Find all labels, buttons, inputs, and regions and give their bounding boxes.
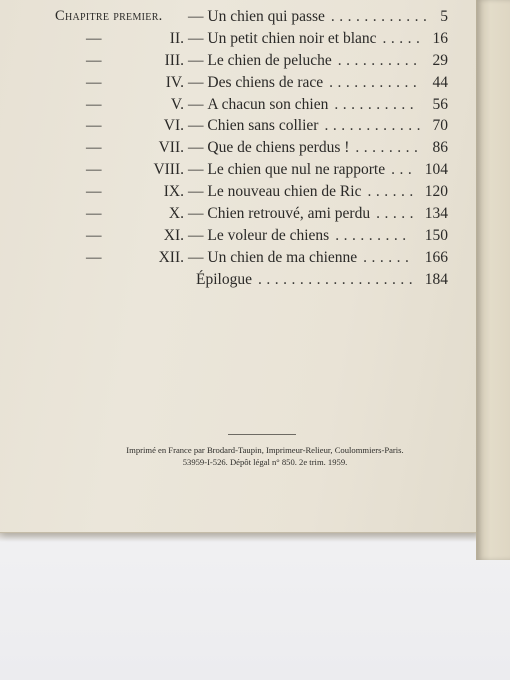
page-number: 134 [424, 205, 448, 223]
title-separator: — [188, 226, 204, 244]
chapter-title: Le chien que nul ne rapporte [207, 161, 386, 179]
chapter-title-group [188, 6, 325, 28]
toc-entry [58, 159, 448, 181]
chapter-title-group [188, 137, 349, 159]
page-number: 120 [424, 183, 448, 201]
chapter-numeral: VI. [163, 117, 184, 135]
page-number: 16 [432, 29, 448, 47]
leader-dots: ........... [329, 73, 422, 91]
chapter-numeral: X. [168, 205, 184, 223]
page-number: 70 [432, 117, 448, 135]
ditto-dash: — [86, 183, 102, 201]
chapter-title: Un chien qui passe [207, 8, 325, 25]
title-separator: — [188, 183, 204, 201]
ditto-dash: — [86, 161, 102, 179]
leader-dots: ... [391, 161, 417, 179]
toc-entry [58, 115, 448, 137]
chapter-title: Des chiens de race [207, 73, 324, 91]
leader-dots: ................... [257, 270, 418, 288]
title-separator: — [188, 161, 204, 179]
toc-entry [58, 50, 448, 72]
leader-dots: .......... [337, 51, 422, 69]
chapter-title: Chien retrouvé, ami perdu [207, 205, 371, 223]
separator-rule [228, 434, 296, 435]
page-number: 56 [432, 95, 448, 113]
page-number: 29 [432, 51, 448, 69]
chapter-numeral: XI. [163, 226, 184, 244]
chapter-title: Épilogue [196, 270, 252, 288]
toc-entry [58, 28, 448, 50]
chapter-title-group [188, 159, 385, 181]
page-number: 86 [432, 139, 448, 157]
leader-dots: .......... [334, 95, 419, 113]
facing-page-edge [476, 0, 510, 560]
chapter-title: Chien sans collier [207, 117, 319, 135]
page-number: 166 [424, 248, 448, 266]
leader-dots: ............ [330, 8, 432, 25]
chapter-title-group [188, 115, 318, 137]
toc-entry [58, 72, 448, 94]
leader-dots: ........ [355, 139, 423, 157]
page-number: 104 [424, 161, 448, 179]
chapter-numeral: XII. [158, 248, 184, 266]
title-separator: — [188, 51, 204, 69]
imprint-line-2: 53959-I-526. Dépôt légal n° 850. 2e trim. 1959. [182, 457, 348, 467]
chapter-numeral: V. [170, 95, 184, 113]
chapter-numeral: IX. [163, 183, 184, 201]
toc-entry [55, 6, 448, 28]
printer-imprint [100, 444, 430, 468]
chapter-numeral: VIII. [153, 161, 184, 179]
imprint-line-1: Imprimé en France par Brodard-Taupin, Imprimeur-Relieur, Coulommiers-Paris. [126, 445, 404, 455]
leader-dots: ......... [335, 226, 411, 244]
chapter-numeral: III. [164, 51, 184, 69]
chapter-title: Le nouveau chien de Ric [207, 183, 362, 201]
title-separator: — [188, 117, 204, 135]
ditto-dash: — [86, 139, 102, 157]
chapter-title: Un petit chien noir et blanc [207, 29, 377, 47]
leader-dots: ..... [382, 29, 425, 47]
leader-dots: ...... [363, 248, 414, 266]
ditto-dash: — [86, 226, 102, 244]
toc-entry [58, 94, 448, 116]
toc-entry [58, 203, 448, 225]
toc-entry [58, 137, 448, 159]
table-of-contents [55, 6, 448, 291]
ditto-dash: — [86, 205, 102, 223]
toc-entry [58, 181, 448, 203]
chapter-title-group [188, 181, 361, 203]
page-number: 184 [424, 270, 448, 288]
chapter-title-group [188, 94, 328, 116]
chapter-numeral: II. [169, 29, 184, 47]
title-separator: — [188, 29, 204, 47]
chapter-title-group [188, 203, 370, 225]
ditto-dash: — [86, 117, 102, 135]
chapter-title-group [188, 28, 377, 50]
page-number: 44 [432, 73, 448, 91]
leader-dots: ............ [324, 117, 425, 135]
toc-entry [58, 247, 448, 269]
chapter-title-group [188, 247, 357, 269]
chapter-title: Le voleur de chiens [207, 226, 330, 244]
ditto-dash: — [86, 95, 102, 113]
title-separator: — [188, 248, 204, 266]
title-separator: — [188, 95, 204, 113]
ditto-dash: — [86, 73, 102, 91]
chapter-title: A chacun son chien [207, 95, 329, 113]
chapter-title: Que de chiens perdus ! [207, 139, 350, 157]
ditto-dash: — [86, 248, 102, 266]
chapter-title-group [188, 50, 332, 72]
ditto-dash: — [86, 29, 102, 47]
chapter-numeral: VII. [158, 139, 184, 157]
chapter-title: Le chien de peluche [207, 51, 332, 69]
title-separator: — [188, 205, 204, 223]
leader-dots: ...... [367, 183, 418, 201]
chapter-title-group [188, 225, 329, 247]
toc-entry [58, 269, 448, 291]
chapter-numeral: IV. [165, 73, 184, 91]
chapter-title-group [188, 72, 323, 94]
chapter-title: Un chien de ma chienne [207, 248, 358, 266]
chapter-title-group [196, 269, 252, 291]
page-number: 5 [440, 8, 448, 25]
leader-dots: ..... [376, 205, 418, 223]
page-number: 150 [424, 226, 448, 244]
title-separator: — [188, 73, 204, 91]
page-shadow [0, 532, 480, 542]
title-separator: — [188, 139, 204, 157]
chapter-lead-label: Chapitre premier. [55, 8, 163, 24]
title-separator: — [188, 8, 204, 25]
ditto-dash: — [86, 51, 102, 69]
toc-entry [58, 225, 448, 247]
